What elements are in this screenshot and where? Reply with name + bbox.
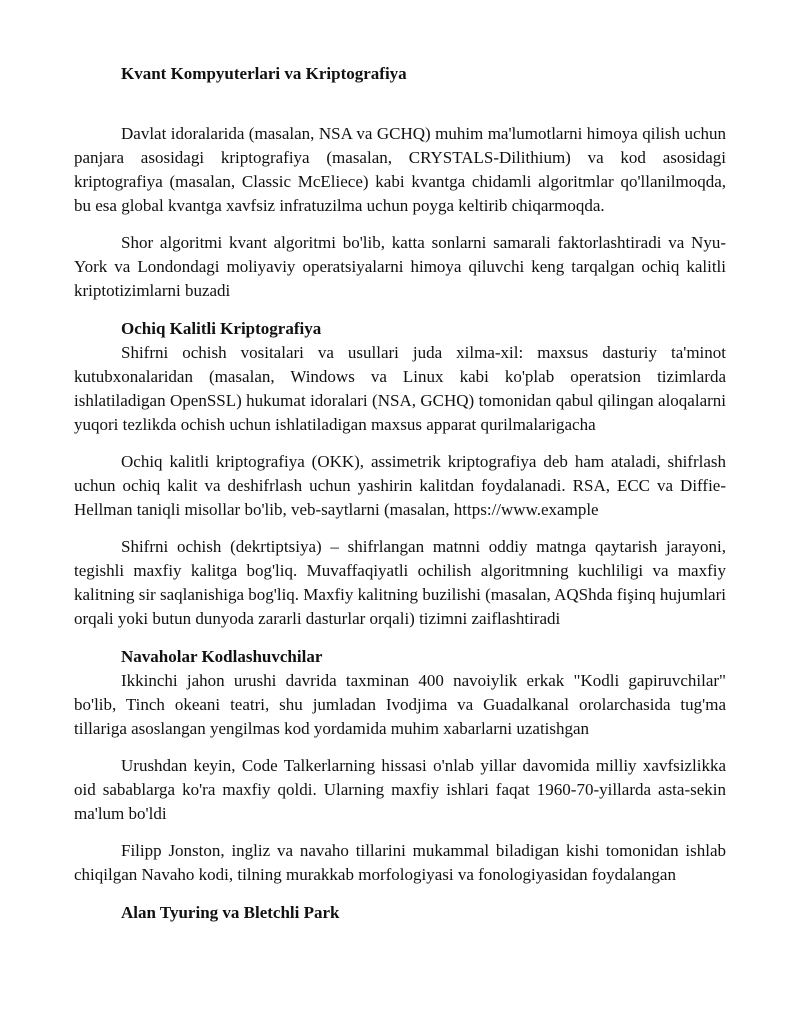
- document-page: [74, 62, 726, 925]
- intro-paragraph-1: Davlat idoralarida (masalan, NSA va GCHQ) muhim ma'lumotlarni himoya qilish uchun panjara asosidagi kriptografiya (masalan, CRYSTALS-Dilithium) va kod asosidagi kriptografiya (masalan, Classic McEliece) kabi kvantga chidamli algoritmlar qo'llanilmoqda, bu esa global kvantga xavfsiz infratuzilma uchun poyga keltirib chiqarmoqda.: [74, 124, 726, 215]
- section-heading-public-key: Ochiq Kalitli Kriptografiya: [121, 319, 322, 338]
- section-2-paragraph-3: Filipp Jonston, ingliz va navaho tillarini mukammal biladigan kishi tomonidan ishlab chiqilgan Navaho kodi, tilning murakkab morfologiyasi va fonologiyasidan foydalangan: [74, 841, 726, 884]
- section-heading-turing: Alan Tyuring va Bletchli Park: [121, 903, 340, 922]
- section-2-paragraph-2: Urushdan keyin, Code Talkerlarning hissasi o'nlab yillar davomida milliy xavfsizlikka oid sabablarga ko'ra maxfiy qoldi. Ularning maxfiy ishlari faqat 1960-70-yillarda asta-sekin ma'lum bo'ldi: [74, 756, 726, 823]
- document-title: Kvant Kompyuterlari va Kriptografiya: [121, 64, 407, 83]
- intro-paragraph-2: Shor algoritmi kvant algoritmi bo'lib, katta sonlarni samarali faktorlashtiradi va Nyu-York va Londondagi moliyaviy operatsiyalarni himoya qiluvchi keng tarqalgan ochiq kalitli kriptotizimlarni buzadi: [74, 233, 726, 300]
- section-heading-navajo: Navaholar Kodlashuvchilar: [121, 647, 323, 666]
- section-1-paragraph-3: Shifrni ochish (dekrtiptsiya) – shifrlangan matnni oddiy matnga qaytarish jarayoni, tegishli maxfiy kalitga bog'liq. Muvaffaqiyatli ochilish algoritmning kuchliligi va maxfiy kalitning sir saqlanishiga bog'liq. Maxfiy kalitning buzilishi (masalan, AQShda fişinq hujumlari orqali yoki butun dunyoda zararli dasturlar orqali) tizimni zaiflashtiradi: [74, 537, 726, 628]
- section-1-paragraph-1: Shifrni ochish vositalari va usullari juda xilma-xil: maxsus dasturiy ta'minot kutubxonalaridan (masalan, Windows va Linux kabi ko'plab operatsion tizimlarda ishlatiladigan OpenSSL) hukumat idoralari (NSA, GCHQ) tomonidan qabul qilingan aloqalarni yuqori tezlikda ochish uchun ishlatiladigan maxsus apparat qurilmalarigacha: [74, 343, 726, 434]
- section-1-paragraph-2: Ochiq kalitli kriptografiya (OKK), assimetrik kriptografiya deb ham ataladi, shifrlash uchun ochiq kalit va deshifrlash uchun yashirin kalitdan foydalanadi. RSA, ECC va Diffie-Hellman taniqli misollar bo'lib, veb-saytlarni (masalan, https://www.example: [74, 452, 726, 519]
- section-2-paragraph-1: Ikkinchi jahon urushi davrida taxminan 400 navoiylik erkak "Kodli gapiruvchilar" bo'lib, Tinch okeani teatri, shu jumladan Ivodjima va Guadalkanal orolarchasida tug'ma tillariga asoslangan yengilmas kod yordamida muhim xabarlarni uzatishgan: [74, 671, 726, 738]
